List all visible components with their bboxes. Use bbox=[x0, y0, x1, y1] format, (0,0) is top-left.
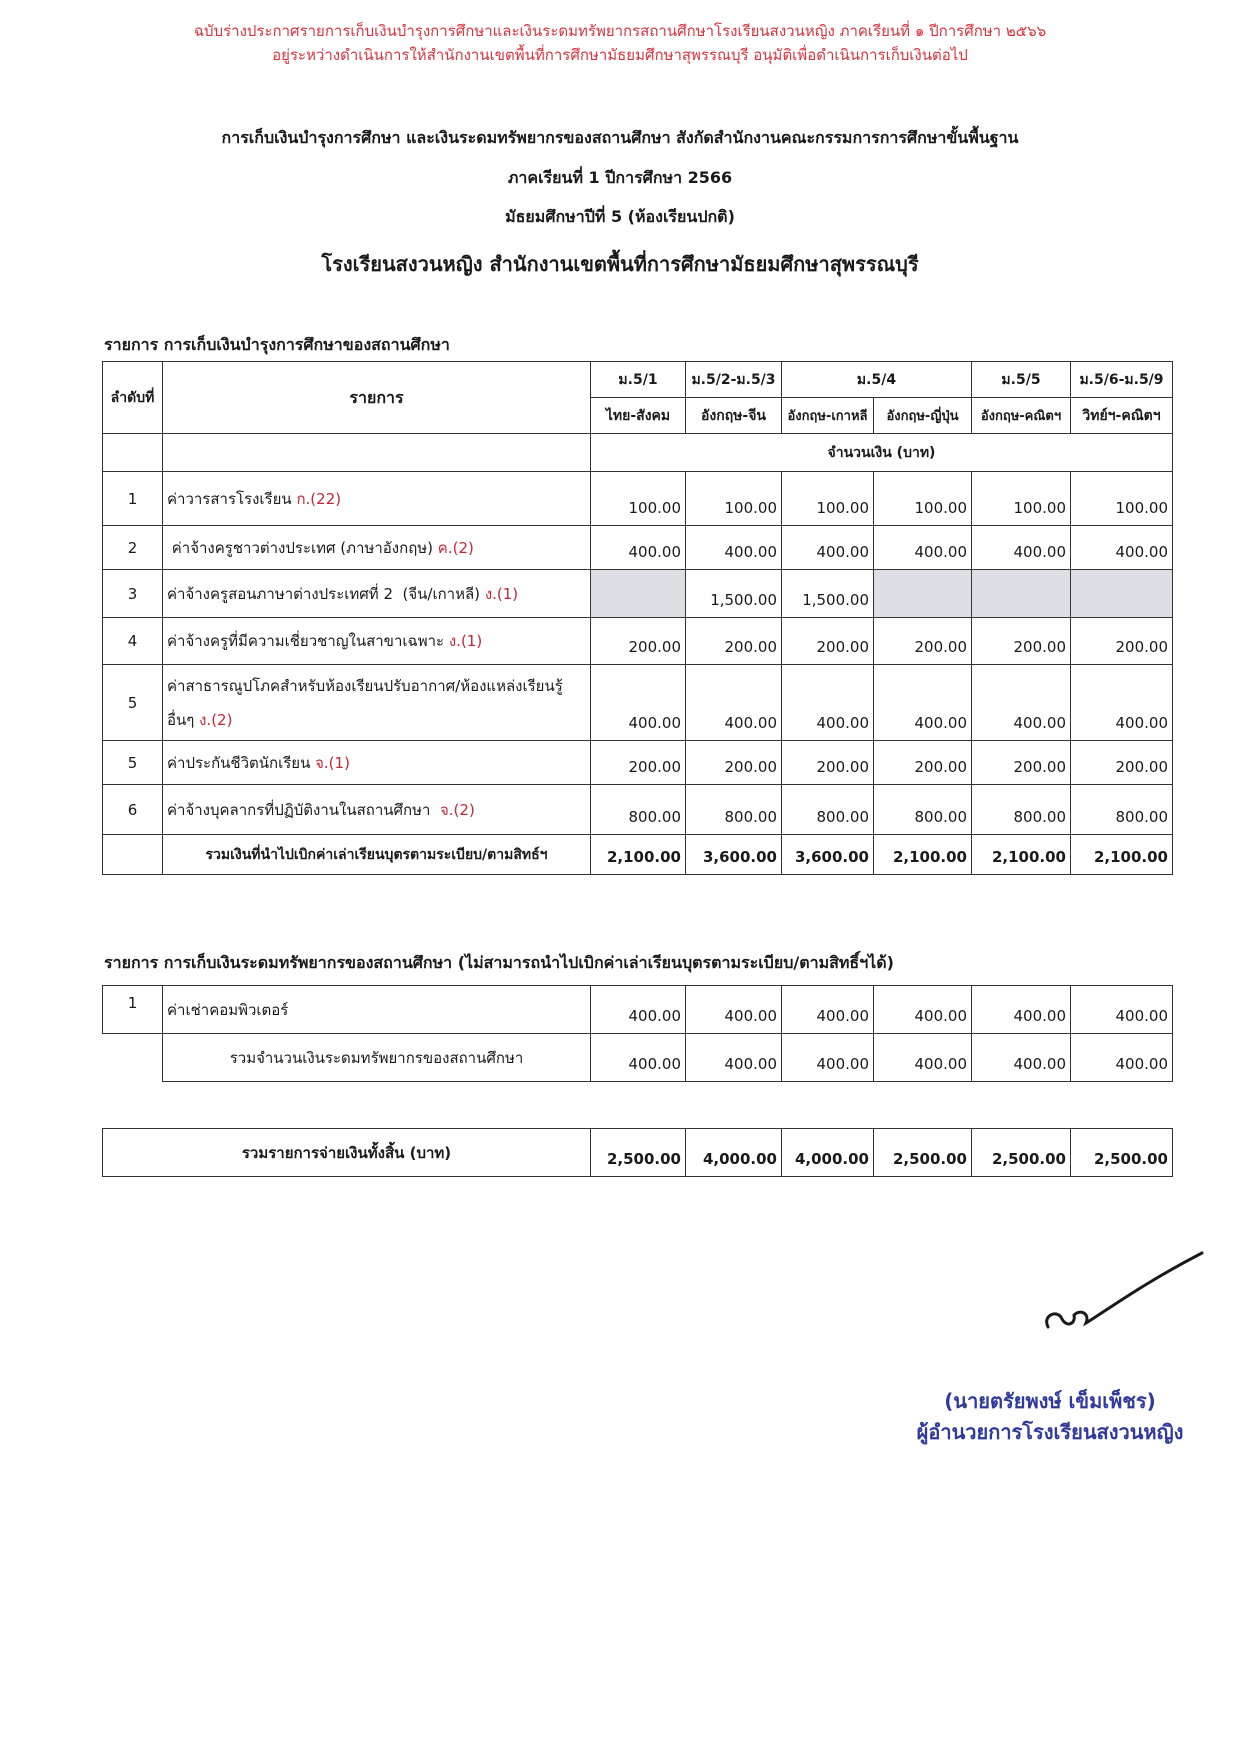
row-item: ค่าจ้างบุคลากรที่ปฏิบัติงานในสถานศึกษา จ.(2) bbox=[163, 785, 591, 835]
subtotal-label: รวมจำนวนเงินระดมทรัพยากรของสถานศึกษา bbox=[163, 1034, 591, 1082]
amount-cell: 400.00 bbox=[1071, 986, 1173, 1034]
subtotal-row bbox=[103, 1034, 1173, 1082]
program-header: ไทย-สังคม bbox=[591, 398, 686, 434]
resource-table bbox=[102, 985, 1173, 1082]
amount-cell: 200.00 bbox=[874, 618, 972, 665]
term-line: ภาคเรียนที่ 1 ปีการศึกษา 2566 bbox=[507, 168, 733, 187]
subtotal-cell: 400.00 bbox=[591, 1034, 686, 1082]
amount-cell: 400.00 bbox=[686, 526, 782, 570]
amount-cell: 800.00 bbox=[591, 785, 686, 835]
amount-cell: 400.00 bbox=[591, 526, 686, 570]
subtotal-cell: 2,100.00 bbox=[591, 835, 686, 875]
amount-cell: 100.00 bbox=[782, 472, 874, 526]
amount-cell: 800.00 bbox=[874, 785, 972, 835]
table-row bbox=[103, 570, 1173, 618]
amount-cell-empty bbox=[1071, 570, 1173, 618]
group-header: ม.5/4 bbox=[782, 362, 972, 398]
row-no: 2 bbox=[103, 526, 163, 570]
subtotal-cell: 3,600.00 bbox=[686, 835, 782, 875]
program-header: วิทย์ฯ-คณิตฯ bbox=[1071, 398, 1173, 434]
program-header: อังกฤษ-คณิตฯ bbox=[972, 398, 1071, 434]
row-item: ค่าสาธารณูปโภคสำหรับห้องเรียนปรับอากาศ/ห้องแหล่งเรียนรู้ อื่นๆ ง.(2) bbox=[163, 665, 591, 741]
col-header-item: รายการ bbox=[163, 362, 591, 434]
amount-cell: 200.00 bbox=[591, 618, 686, 665]
row-item: ค่าจ้างครูชาวต่างประเทศ (ภาษาอังกฤษ) ค.(2) bbox=[163, 526, 591, 570]
amount-cell: 1,500.00 bbox=[686, 570, 782, 618]
grade-line: มัธยมศึกษาปีที่ 5 (ห้องเรียนปกติ) bbox=[505, 207, 735, 226]
row-item: ค่าเช่าคอมพิวเตอร์ bbox=[163, 986, 591, 1034]
signer-name: (นายตรัยพงษ์ เข็มเพ็ชร) bbox=[944, 1389, 1156, 1413]
subtotal-row bbox=[103, 835, 1173, 875]
row-item: ค่าจ้างครูที่มีความเชี่ยวชาญในสาขาเฉพาะ ง.(1) bbox=[163, 618, 591, 665]
table-row bbox=[103, 665, 1173, 741]
grand-total-table bbox=[102, 1128, 1173, 1177]
amount-cell: 200.00 bbox=[686, 741, 782, 785]
amount-cell: 100.00 bbox=[972, 472, 1071, 526]
amount-cell-empty bbox=[972, 570, 1071, 618]
handwritten-signature bbox=[1040, 1245, 1210, 1345]
amount-cell: 200.00 bbox=[782, 741, 874, 785]
amount-cell: 400.00 bbox=[686, 986, 782, 1034]
row-no: 5 bbox=[103, 665, 163, 741]
amount-cell: 200.00 bbox=[972, 741, 1071, 785]
amount-cell: 200.00 bbox=[686, 618, 782, 665]
amount-cell: 400.00 bbox=[972, 665, 1071, 741]
grand-total-cell: 2,500.00 bbox=[972, 1129, 1071, 1177]
row-item: ค่าวารสารโรงเรียน ก.(22) bbox=[163, 472, 591, 526]
amount-cell: 400.00 bbox=[972, 986, 1071, 1034]
table-row bbox=[103, 526, 1173, 570]
section1-title: รายการ การเก็บเงินบำรุงการศึกษาของสถานศึกษา bbox=[104, 335, 450, 354]
grand-total-cell: 2,500.00 bbox=[1071, 1129, 1173, 1177]
row-no: 4 bbox=[103, 618, 163, 665]
subtotal-cell: 400.00 bbox=[972, 1034, 1071, 1082]
signer-position: ผู้อำนวยการโรงเรียนสงวนหญิง bbox=[916, 1420, 1184, 1444]
amount-cell: 400.00 bbox=[874, 526, 972, 570]
amount-cell: 400.00 bbox=[874, 665, 972, 741]
amount-cell: 200.00 bbox=[1071, 741, 1173, 785]
group-header: ม.5/5 bbox=[972, 362, 1071, 398]
row-item: ค่าจ้างครูสอนภาษาต่างประเทศที่ 2 (จีน/เกาหลี) ง.(1) bbox=[163, 570, 591, 618]
amount-cell: 800.00 bbox=[972, 785, 1071, 835]
program-header: อังกฤษ-เกาหลี bbox=[782, 398, 874, 434]
program-header: อังกฤษ-จีน bbox=[686, 398, 782, 434]
subtotal-label: รวมเงินที่นำไปเบิกค่าเล่าเรียนบุตรตามระเบียบ/ตามสิทธ์ฯ bbox=[163, 835, 591, 875]
amount-cell: 400.00 bbox=[686, 665, 782, 741]
amount-cell: 200.00 bbox=[874, 741, 972, 785]
program-header: อังกฤษ-ญี่ปุ่น bbox=[874, 398, 972, 434]
table-row bbox=[103, 618, 1173, 665]
amount-cell: 800.00 bbox=[686, 785, 782, 835]
amount-cell: 400.00 bbox=[591, 986, 686, 1034]
amount-cell: 100.00 bbox=[874, 472, 972, 526]
subtotal-cell: 2,100.00 bbox=[972, 835, 1071, 875]
draft-notice-line2: อยู่ระหว่างดำเนินการให้สำนักงานเขตพื้นที่การศึกษามัธยมศึกษาสุพรรณบุรี อนุมัติเพื่อดำเนินการเก็บเงินต่อไป bbox=[272, 46, 968, 64]
amount-cell: 400.00 bbox=[782, 986, 874, 1034]
draft-notice-line1: ฉบับร่างประกาศรายการเก็บเงินบำรุงการศึกษาและเงินระดมทรัพยากรสถานศึกษาโรงเรียนสงวนหญิง ภาคเรียนที่ ๑ ปีการศึกษา ๒๕๖๖ bbox=[193, 22, 1047, 40]
grand-total-label: รวมรายการจ่ายเงินทั้งสิ้น (บาท) bbox=[103, 1129, 591, 1177]
grand-total-cell: 4,000.00 bbox=[686, 1129, 782, 1177]
amount-cell: 400.00 bbox=[972, 526, 1071, 570]
group-header: ม.5/1 bbox=[591, 362, 686, 398]
subtotal-cell: 2,100.00 bbox=[874, 835, 972, 875]
grand-total-cell: 2,500.00 bbox=[874, 1129, 972, 1177]
row-no: 5 bbox=[103, 741, 163, 785]
subtotal-cell: 400.00 bbox=[686, 1034, 782, 1082]
amount-cell: 100.00 bbox=[1071, 472, 1173, 526]
amount-cell: 400.00 bbox=[1071, 526, 1173, 570]
table-row bbox=[103, 741, 1173, 785]
amount-cell-empty bbox=[874, 570, 972, 618]
row-item: ค่าประกันชีวิตนักเรียน จ.(1) bbox=[163, 741, 591, 785]
school-line: โรงเรียนสงวนหญิง สำนักงานเขตพื้นที่การศึกษามัธยมศึกษาสุพรรณบุรี bbox=[321, 252, 919, 276]
table-row bbox=[103, 472, 1173, 526]
grand-total-cell: 4,000.00 bbox=[782, 1129, 874, 1177]
amount-cell: 400.00 bbox=[591, 665, 686, 741]
row-no: 6 bbox=[103, 785, 163, 835]
group-header: ม.5/2-ม.5/3 bbox=[686, 362, 782, 398]
amount-cell: 800.00 bbox=[1071, 785, 1173, 835]
row-no: 1 bbox=[103, 472, 163, 526]
document-title: การเก็บเงินบำรุงการศึกษา และเงินระดมทรัพยากรของสถานศึกษา สังกัดสำนักงานคณะกรรมการการศึกษาขั้นพื้นฐาน bbox=[221, 128, 1019, 147]
amount-cell: 400.00 bbox=[782, 665, 874, 741]
col-header-no: ลำดับที่ bbox=[103, 362, 163, 434]
grand-total-cell: 2,500.00 bbox=[591, 1129, 686, 1177]
amount-cell: 200.00 bbox=[782, 618, 874, 665]
amount-cell: 200.00 bbox=[972, 618, 1071, 665]
amount-cell: 100.00 bbox=[686, 472, 782, 526]
table-row bbox=[103, 986, 1173, 1034]
row-no: 3 bbox=[103, 570, 163, 618]
table-row bbox=[103, 785, 1173, 835]
fee-table bbox=[102, 361, 1173, 875]
amount-cell: 200.00 bbox=[591, 741, 686, 785]
amount-cell: 400.00 bbox=[782, 526, 874, 570]
subtotal-cell: 400.00 bbox=[782, 1034, 874, 1082]
amount-cell: 200.00 bbox=[1071, 618, 1173, 665]
amount-cell: 400.00 bbox=[1071, 665, 1173, 741]
group-header: ม.5/6-ม.5/9 bbox=[1071, 362, 1173, 398]
subtotal-cell: 400.00 bbox=[1071, 1034, 1173, 1082]
amount-header: จำนวนเงิน (บาท) bbox=[591, 434, 1173, 472]
grand-total-row bbox=[103, 1129, 1173, 1177]
row-no: 1 bbox=[103, 986, 163, 1034]
subtotal-cell: 2,100.00 bbox=[1071, 835, 1173, 875]
amount-cell-empty bbox=[591, 570, 686, 618]
amount-cell: 100.00 bbox=[591, 472, 686, 526]
section2-title: รายการ การเก็บเงินระดมทรัพยากรของสถานศึกษา (ไม่สามารถนำไปเบิกค่าเล่าเรียนบุตรตามระเบียบ/ตามสิทธิ์ฯได้) bbox=[104, 953, 894, 972]
subtotal-cell: 3,600.00 bbox=[782, 835, 874, 875]
amount-cell: 1,500.00 bbox=[782, 570, 874, 618]
amount-cell: 800.00 bbox=[782, 785, 874, 835]
subtotal-cell: 400.00 bbox=[874, 1034, 972, 1082]
amount-cell: 400.00 bbox=[874, 986, 972, 1034]
